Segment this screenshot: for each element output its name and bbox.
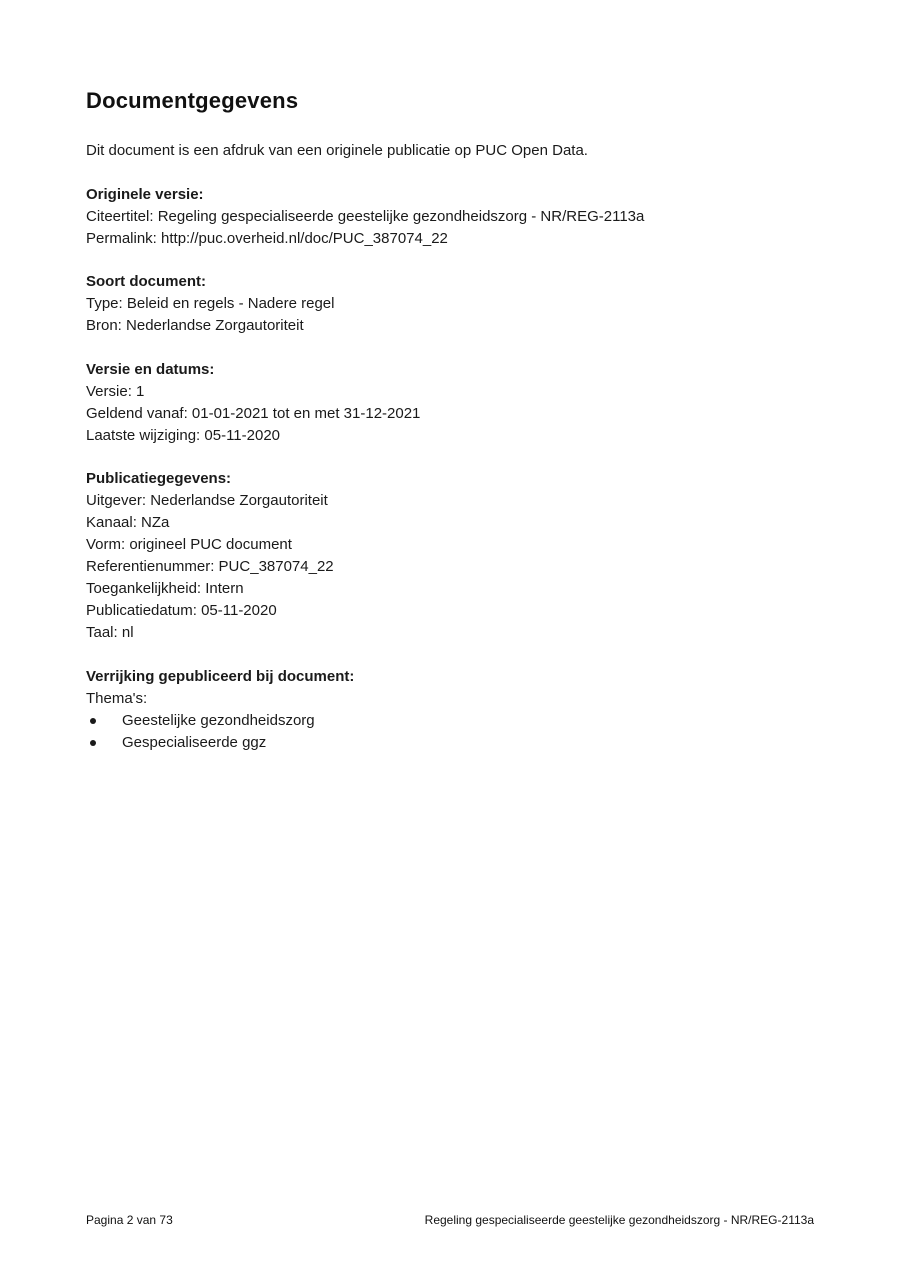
page-footer: [86, 1212, 814, 1228]
section-heading: Versie en datums:: [86, 360, 215, 378]
permalink-line: Permalink: http://puc.overheid.nl/doc/PUC_387074_22: [86, 229, 448, 247]
intro-text: Dit document is een afdruk van een originele publicatie op PUC Open Data.: [86, 142, 588, 159]
kanaal-line: Kanaal: NZa: [86, 514, 170, 531]
page-title: Documentgegevens: [86, 88, 299, 113]
versie-line: Versie: 1: [86, 382, 145, 400]
bron-line: Bron: Nederlandse Zorgautoriteit: [86, 317, 304, 334]
section-originele-versie: [86, 184, 820, 250]
bullet-icon: [90, 718, 96, 724]
section-soort-document: [86, 271, 820, 337]
document-page: [86, 88, 820, 754]
geldend-vanaf-line: Geldend vanaf: 01-01-2021 tot en met 31-12-2021: [86, 404, 421, 422]
laatste-wijziging-line: Laatste wijziging: 05-11-2020: [86, 426, 281, 444]
citeertitel-line: Citeertitel: Regeling gespecialiseerde geestelijke gezondheidszorg - NR/REG-2113a: [86, 207, 645, 225]
toegankelijkheid-line: Toegankelijkheid: Intern: [86, 580, 244, 597]
vorm-line: Vorm: origineel PUC document: [86, 536, 292, 553]
thema-item-label: Geestelijke gezondheidszorg: [122, 711, 315, 729]
section-heading: Publicatiegegevens:: [86, 470, 232, 487]
bullet-icon: [90, 740, 96, 746]
thema-list: [86, 710, 820, 754]
section-heading: Originele versie:: [86, 185, 204, 203]
uitgever-line: Uitgever: Nederlandse Zorgautoriteit: [86, 492, 328, 509]
publicatiedatum-line: Publicatiedatum: 05-11-2020: [86, 602, 277, 619]
taal-line: Taal: nl: [86, 624, 134, 641]
section-verrijking: [86, 666, 820, 754]
referentienummer-line: Referentienummer: PUC_387074_22: [86, 558, 334, 575]
footer-page-number: Pagina 2 van 73: [86, 1213, 173, 1227]
themas-label: Thema's:: [86, 689, 148, 707]
footer-document-title: Regeling gespecialiseerde geestelijke gezondheidszorg - NR/REG-2113a: [424, 1213, 814, 1227]
section-publicatiegegevens: [86, 468, 820, 644]
section-versie-en-datums: [86, 359, 820, 447]
thema-item: [86, 732, 820, 754]
type-line: Type: Beleid en regels - Nadere regel: [86, 295, 335, 312]
section-heading: Soort document:: [86, 273, 206, 290]
section-heading: Verrijking gepubliceerd bij document:: [86, 667, 355, 685]
thema-item-label: Gespecialiseerde ggz: [122, 733, 267, 751]
thema-item: [86, 710, 820, 732]
